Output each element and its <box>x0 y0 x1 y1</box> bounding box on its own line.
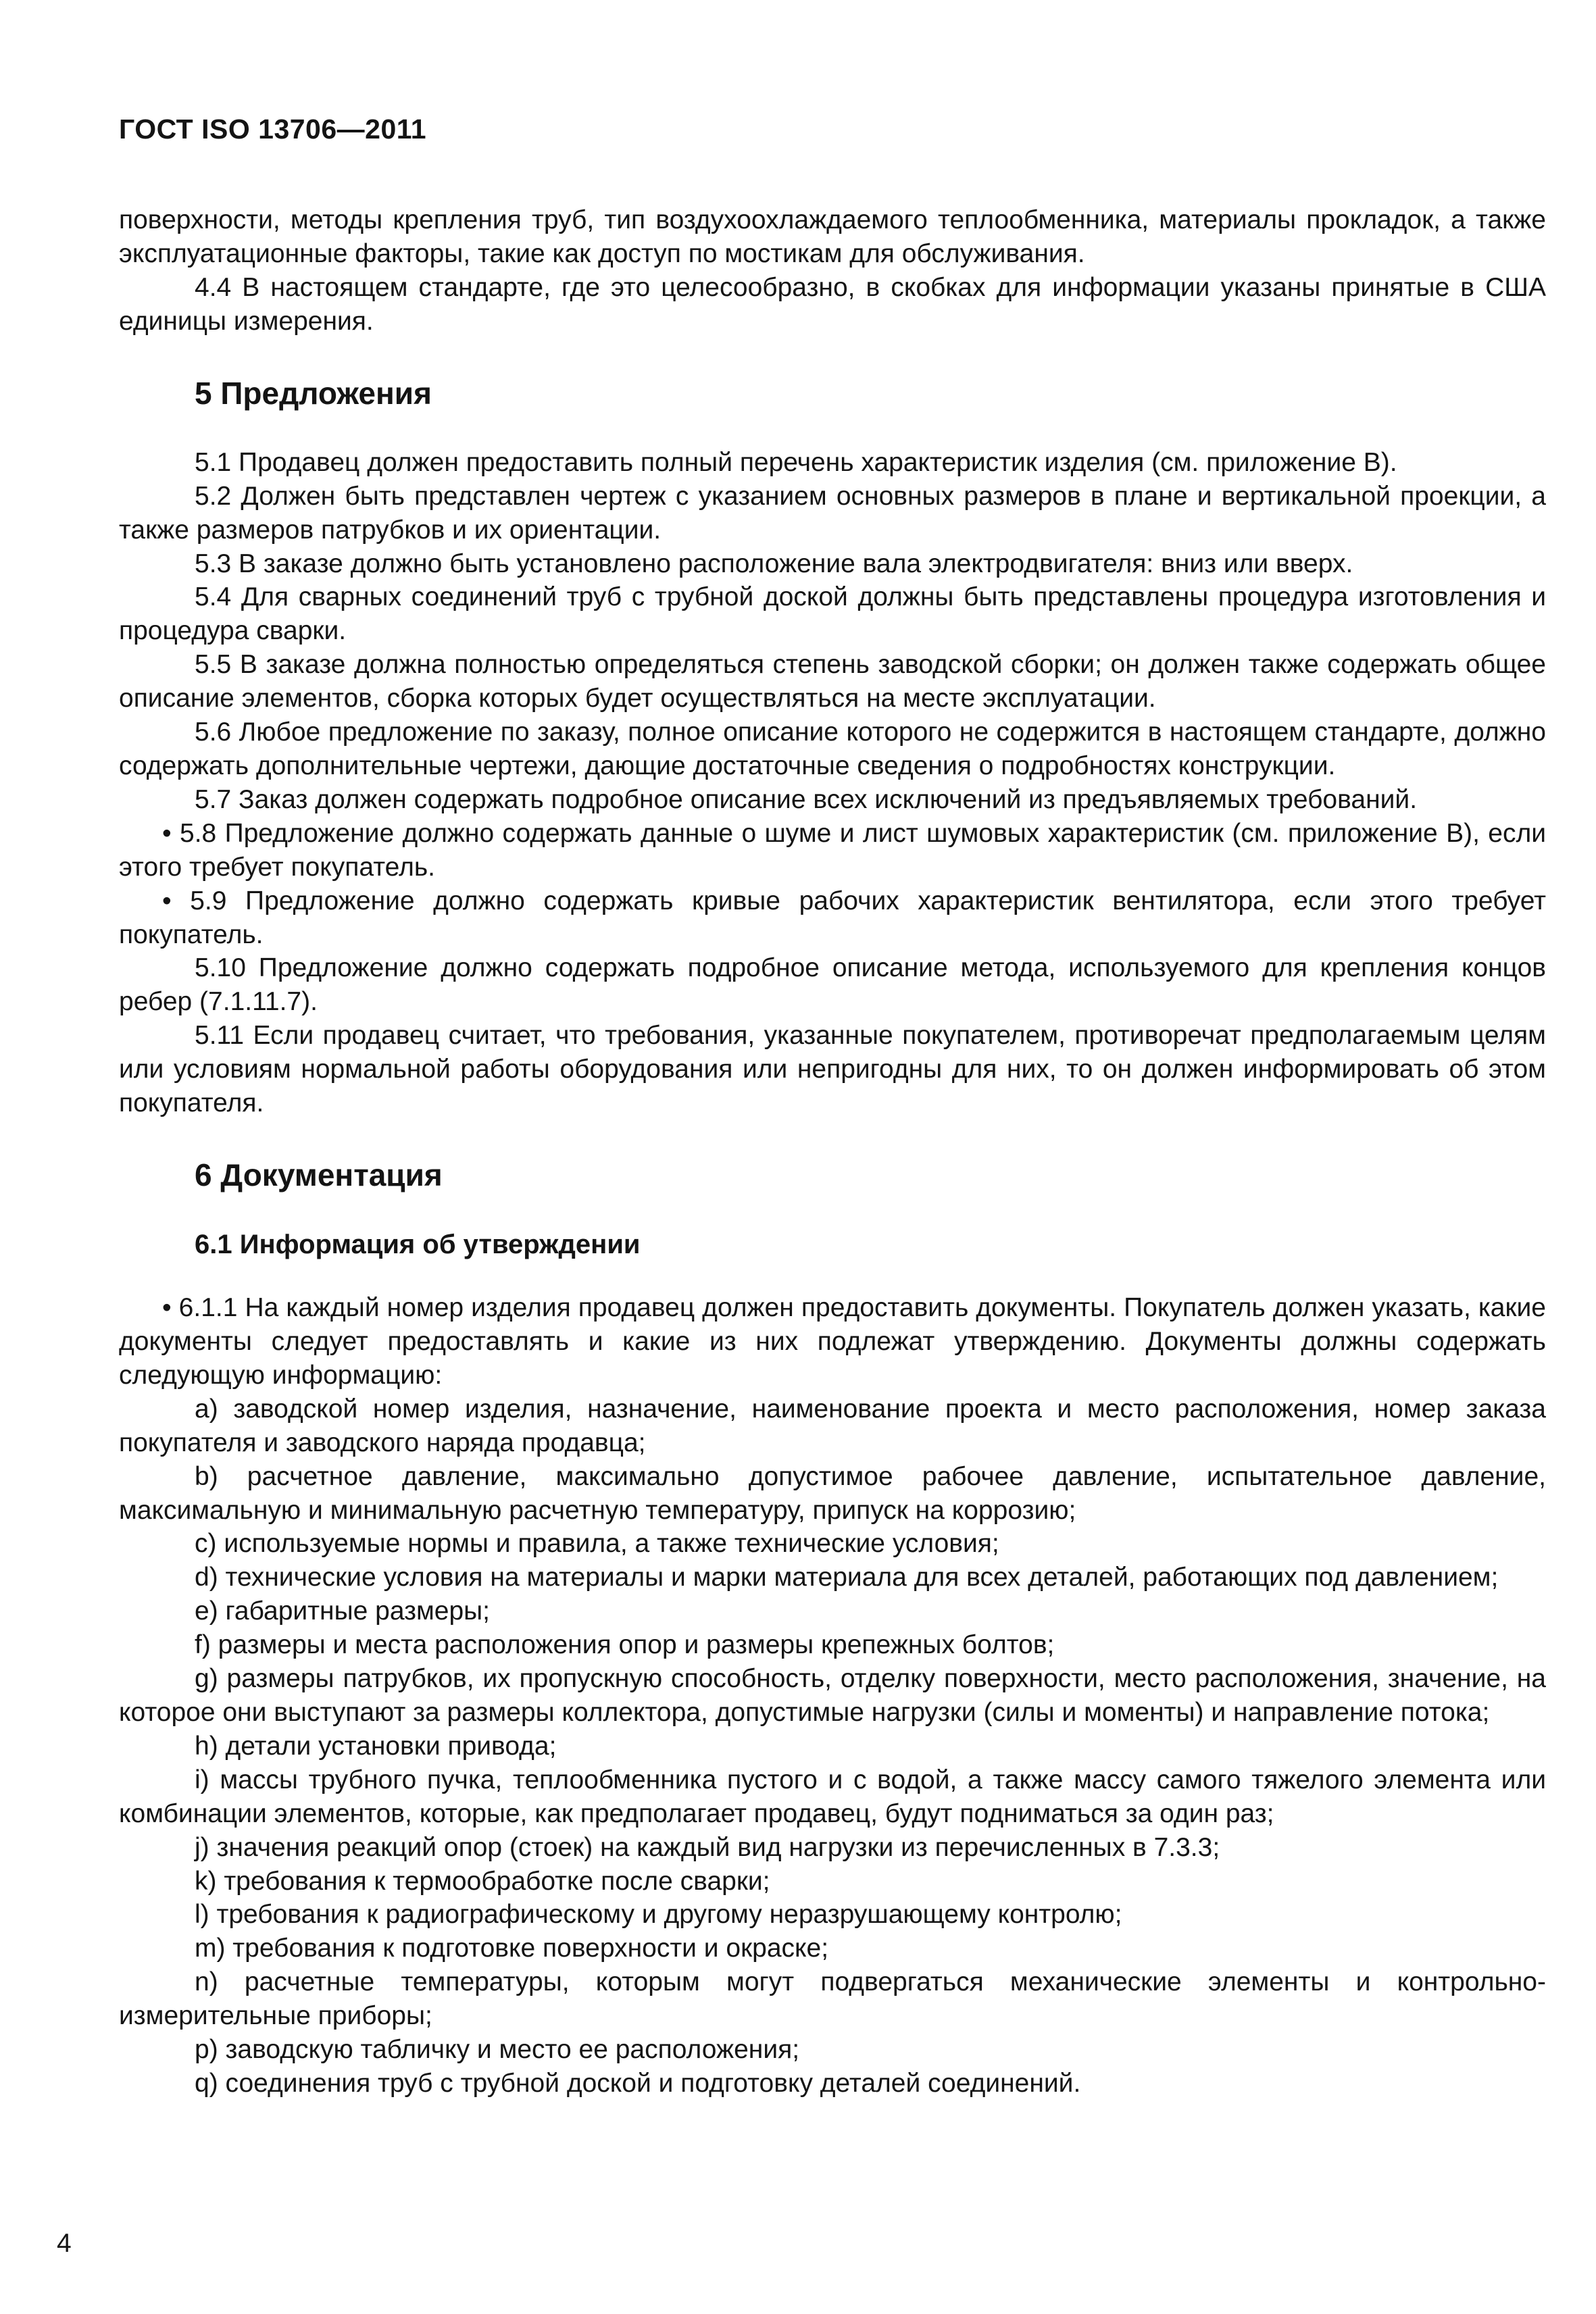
document-content <box>119 114 1546 2101</box>
paragraph: 5.7 Заказ должен содержать подробное описание всех исключений из предъявляемых требований. <box>195 784 1418 814</box>
paragraph: e) габаритные размеры; <box>195 1596 491 1626</box>
paragraph: p) заводскую табличку и место ее расположения; <box>195 2035 800 2065</box>
subsection-heading: 6.1 Информация об утверждении <box>195 1230 641 1260</box>
paragraph: 5.11 Если продавец считает, что требования, указанные покупателем, противоречат предполагаемым целям или условиям нормальной работы оборудования или непригодны для них, то он должен информировать об этом покупателя. <box>119 1021 1546 1118</box>
document-body <box>119 203 1546 2101</box>
paragraph: 5.4 Для сварных соединений труб с трубной доской должны быть представлены процедура изготовления и процедура сварки. <box>119 582 1546 646</box>
paragraph: 5.6 Любое предложение по заказу, полное описание которого не содержится в настоящем стандарте, должно содержать дополнительные чертежи, дающие достаточные сведения о подробностях конструкции. <box>119 718 1546 780</box>
paragraph: m) требования к подготовке поверхности и окраске; <box>195 1934 829 1963</box>
section-heading: 6 Документация <box>195 1157 443 1192</box>
paragraph: q) соединения труб с трубной доской и подготовку деталей соединений. <box>195 2068 1081 2098</box>
paragraph: l) требования к радиографическому и другому неразрушающему контролю; <box>195 1900 1122 1930</box>
paragraph: a) заводской номер изделия, назначение, наименование проекта и место расположения, номер заказа покупателя и заводского наряда продавца; <box>119 1394 1546 1457</box>
paragraph: 5.1 Продавец должен предоставить полный перечень характеристик изделия (см. приложение B). <box>195 447 1397 477</box>
paragraph: • 5.9 Предложение должно содержать кривые рабочих характеристик вентилятора, если этого требует покупатель. <box>119 886 1546 949</box>
section-heading: 5 Предложения <box>195 375 432 411</box>
paragraph: f) размеры и места расположения опор и размеры крепежных болтов; <box>195 1630 1055 1660</box>
paragraph: 5.10 Предложение должно содержать подробное описание метода, используемого для крепления концов ребер (7.1.11.7). <box>119 953 1546 1017</box>
paragraph: 5.3 В заказе должно быть установлено расположение вала электродвигателя: вниз или вверх. <box>195 549 1353 578</box>
paragraph: 5.5 В заказе должна полностью определяться степень заводской сборки; он должен также содержать общее описание элементов, сборка которых будет осуществляться на месте эксплуатации. <box>119 650 1546 713</box>
paragraph: b) расчетное давление, максимально допустимое рабочее давление, испытательное давление, максимальную и минимальную расчетную температуру, припуск на коррозию; <box>119 1461 1546 1525</box>
paragraph: i) массы трубного пучка, теплообменника пустого и с водой, а также массу самого тяжелого элемента или комбинации элементов, которые, как предполагает продавец, будут подниматься за один раз; <box>119 1765 1546 1828</box>
page-number: 4 <box>57 2229 72 2258</box>
paragraph: • 5.8 Предложение должно содержать данные о шуме и лист шумовых характеристик (см. приложение B), если этого требует покупатель. <box>119 818 1546 882</box>
paragraph: g) размеры патрубков, их пропускную способность, отделку поверхности, место расположения, значение, на которое они выступают за размеры коллектора, допустимые нагрузки (силы и моменты) и направление потока; <box>119 1664 1546 1727</box>
paragraph: 5.2 Должен быть представлен чертеж с указанием основных размеров в плане и вертикальной проекции, а также размеров патрубков и их ориентации. <box>119 481 1546 545</box>
paragraph: • 6.1.1 На каждый номер изделия продавец должен предоставить документы. Покупатель должен указать, какие документы следует предоставлять и какие из них подлежат утверждению. Документы должны содержать следующую информацию: <box>119 1293 1546 1390</box>
paragraph: 4.4 В настоящем стандарте, где это целесообразно, в скобках для информации указаны принятые в США единицы измерения. <box>119 272 1546 336</box>
paragraph: поверхности, методы крепления труб, тип воздухоохлаждаемого теплообменника, материалы прокладок, а также эксплуатационные факторы, такие как доступ по мостикам для обслуживания. <box>119 205 1546 268</box>
paragraph: c) используемые нормы и правила, а также технические условия; <box>195 1529 999 1559</box>
paragraph: j) значения реакций опор (стоек) на каждый вид нагрузки из перечисленных в 7.3.3; <box>195 1832 1220 1862</box>
document-header: ГОСТ ISO 13706—2011 <box>119 114 427 145</box>
paragraph: n) расчетные температуры, которым могут подвергаться механические элементы и контрольно-измерительные приборы; <box>119 1967 1546 2031</box>
paragraph: k) требования к термообработке после сварки; <box>195 1866 770 1896</box>
paragraph: d) технические условия на материалы и марки материала для всех деталей, работающих под давлением; <box>195 1563 1499 1592</box>
paragraph: h) детали установки привода; <box>195 1731 557 1761</box>
